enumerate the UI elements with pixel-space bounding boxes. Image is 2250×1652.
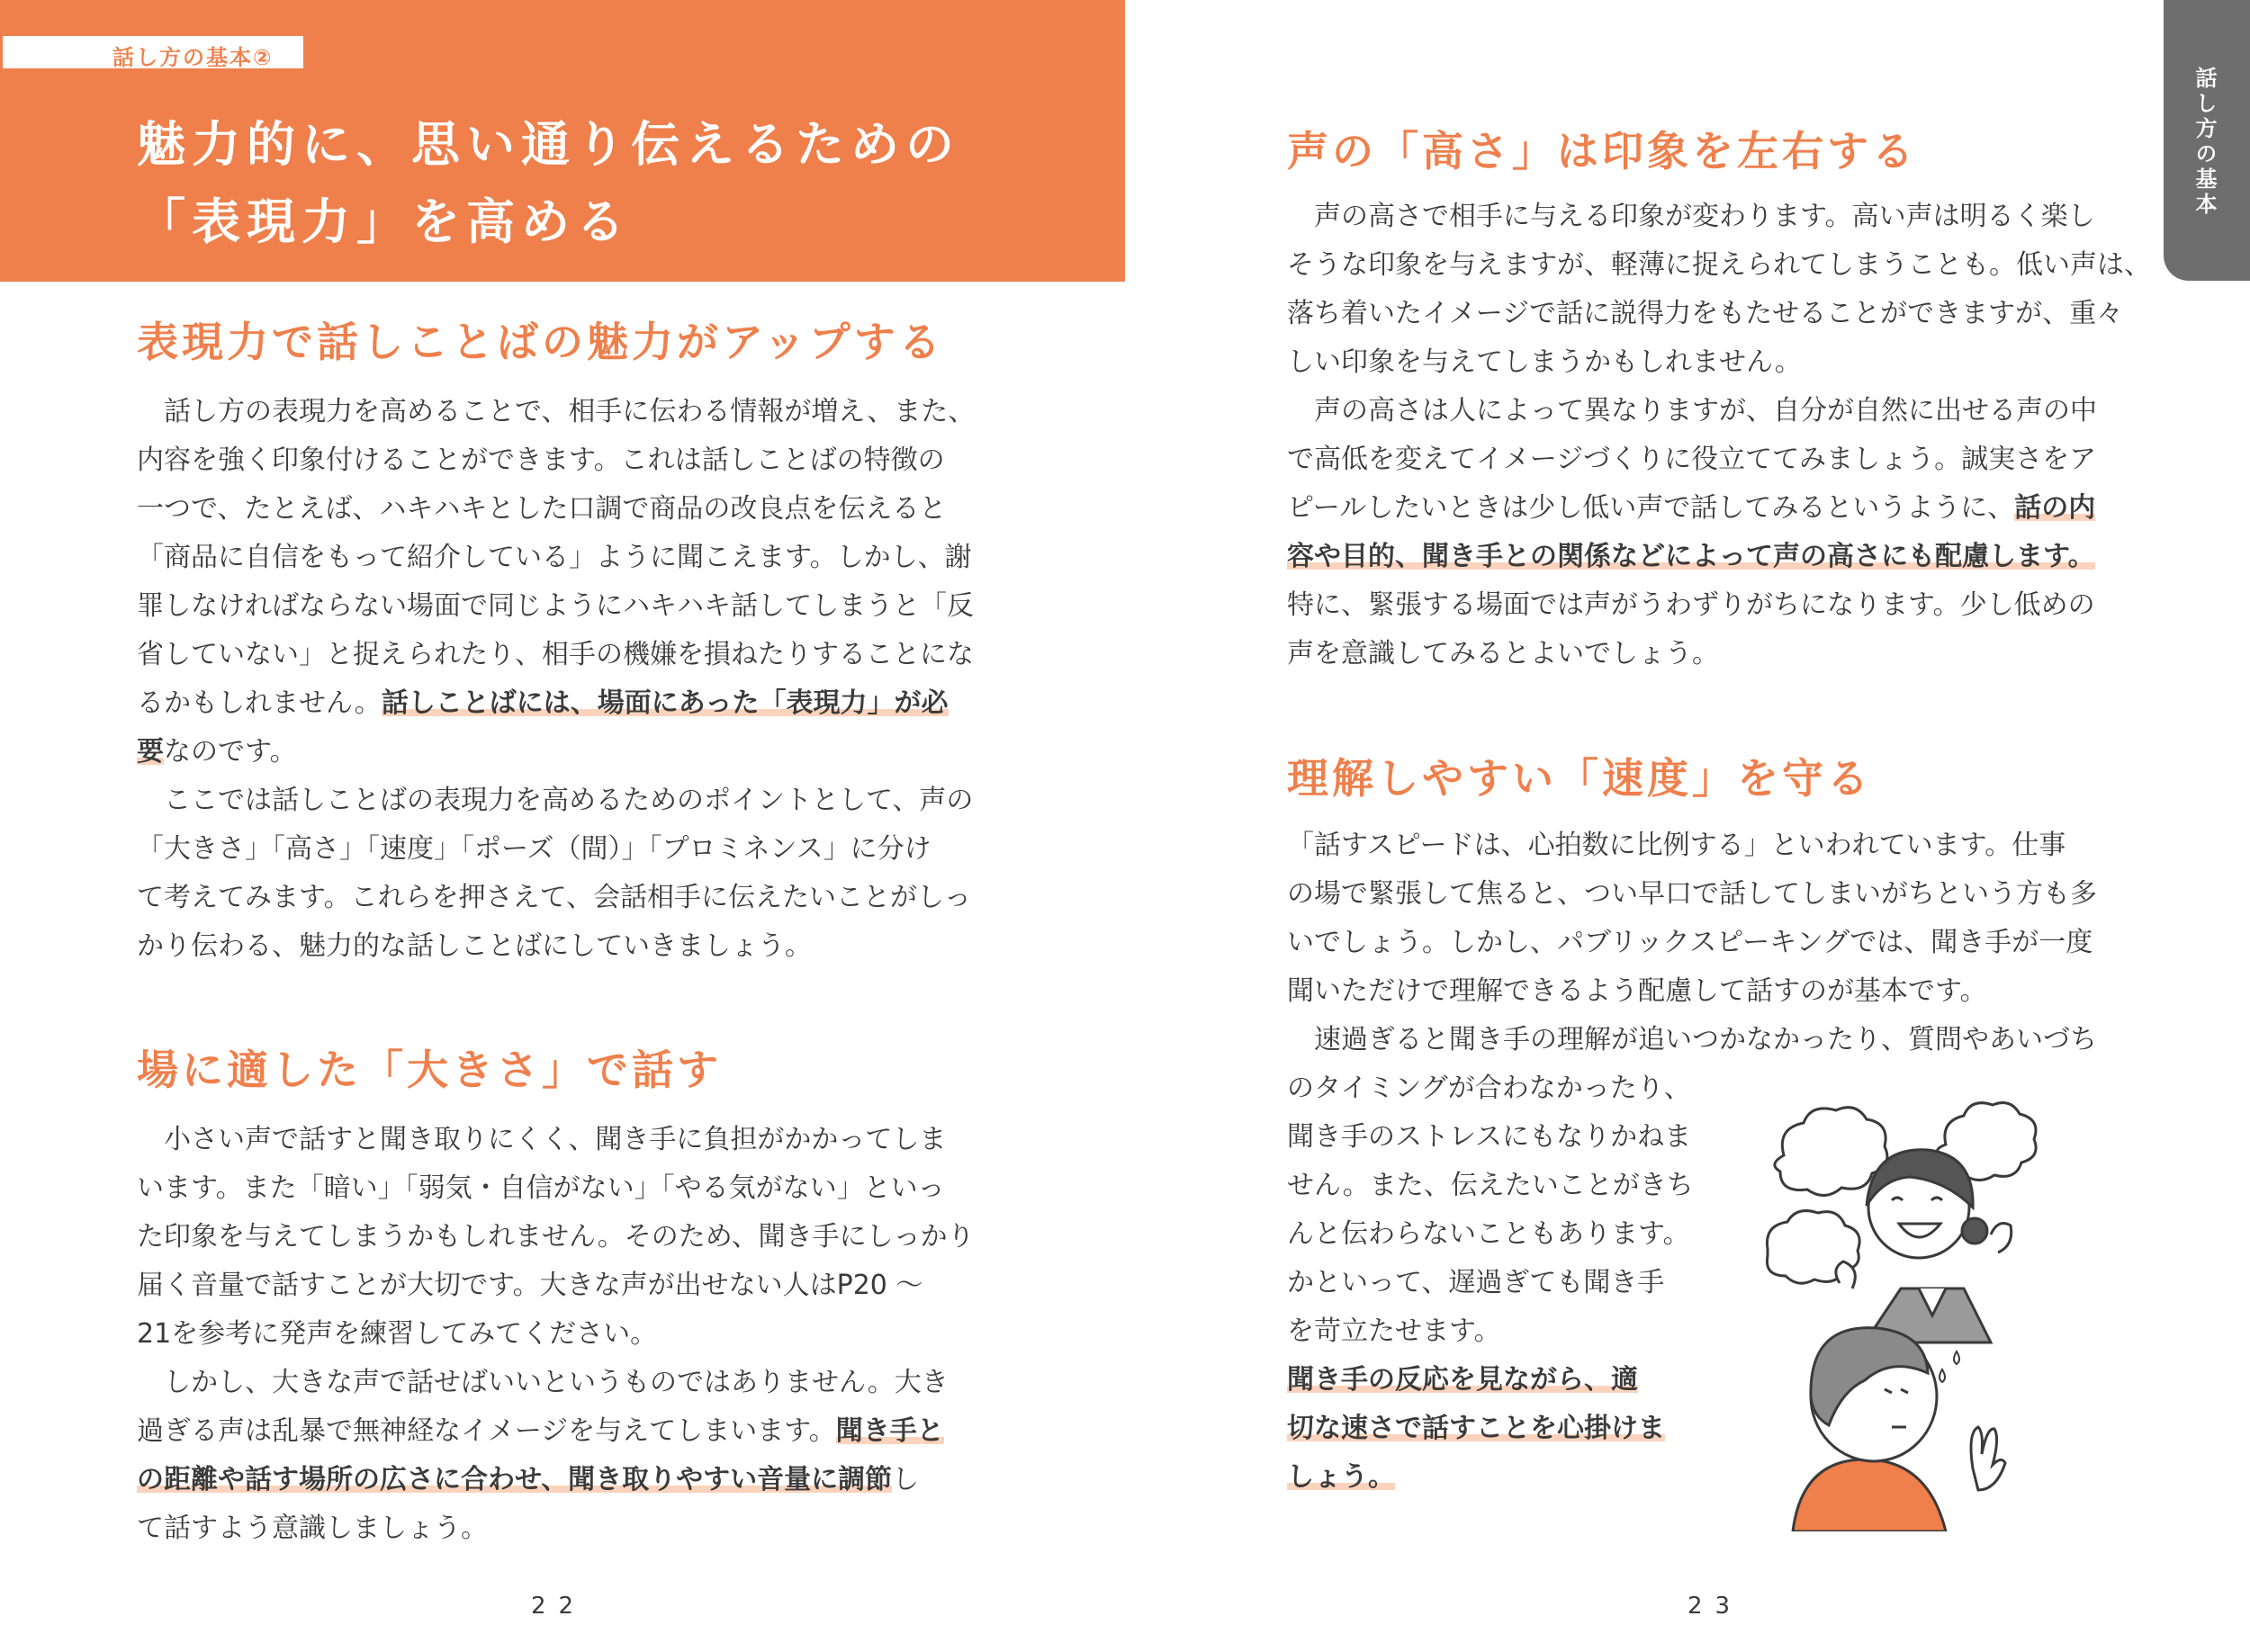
text-line: 声を意識してみるとよいでしょう。 xyxy=(1287,638,1719,669)
side-chapter-tab-label: 話し方の基本 xyxy=(2192,67,2217,218)
chapter-tag-label: 話し方の基本② xyxy=(112,45,274,70)
text-line: 一つで、たとえば、ハキハキとした口調で商品の改良点を伝えると xyxy=(137,493,947,525)
speaker-hand xyxy=(1991,1224,2012,1252)
speaker-hair-bun xyxy=(1962,1218,1987,1243)
text-line: 小さい声で話すと聞き取りにくく、聞き手に負担がかかってしま xyxy=(137,1124,947,1155)
text-line: そうな印象を与えますが、軽薄に捉えられてしまうことも。低い声は、 xyxy=(1287,249,2151,281)
sweat-drops-icon xyxy=(1940,1351,1959,1382)
section-body-volume xyxy=(137,1116,975,1553)
text-line: 声の高さは人によって異なりますが、自分が自然に出せる声の中 xyxy=(1287,395,2097,426)
text-line: のタイミングが合わなかったり、 xyxy=(1287,1073,1691,1104)
text-line: の場で緊張して焦ると、つい早口で話してしまいがちという方も多 xyxy=(1287,878,2097,910)
text-line xyxy=(137,1456,975,1504)
text-line: 罪しなければならない場面で同じようにハキハキ話してしまうと「反 xyxy=(137,590,974,622)
text-line: 届く音量で話すことが大切です。大きな声が出せない人はP20 ～ xyxy=(137,1270,923,1301)
highlighted-text: 話の内 xyxy=(2014,492,2096,524)
speaker-listener-illustration xyxy=(1766,1100,2072,1531)
page-number-left: 22 xyxy=(531,1593,587,1620)
section-heading-speed: 理解しやすい「速度」を守る xyxy=(1287,754,1872,803)
text-line: て話すよう意識しましょう。 xyxy=(137,1513,488,1544)
text-fragment: なのです。 xyxy=(164,736,297,768)
side-chapter-tab xyxy=(2164,0,2250,281)
text-line: を苛立たせます。 xyxy=(1287,1315,1501,1347)
text-line: 声の高さで相手に与える印象が変わります。高い声は明るく楽し xyxy=(1287,201,2095,232)
text-line: んと伝わらないこともあります。 xyxy=(1287,1218,1690,1250)
text-line: た印象を与えてしまうかもしれません。そのため、聞き手にしっかり xyxy=(137,1221,975,1252)
text-line: 特に、緊張する場面では声がうわずりがちになります。少し低めの xyxy=(1287,589,2095,621)
listener-body xyxy=(1793,1459,1946,1531)
text-line xyxy=(1287,533,2151,581)
text-line: 話し方の表現力を高めることで、相手に伝わる情報が増え、また、 xyxy=(137,396,976,427)
text-line: 内容を強く印象付けることができます。これは話しことばの特徴の xyxy=(137,444,945,476)
highlighted-text: 聞き手の反応を見ながら、適 xyxy=(1287,1364,1638,1396)
section-heading-expression: 表現力で話しことばの魅力がアップする xyxy=(137,318,944,366)
text-line: 「大きさ」「高さ」「速度」「ポーズ（間）」「プロミネンス」に分け xyxy=(137,833,932,865)
section-body-expression xyxy=(137,388,975,971)
page-title xyxy=(137,106,1091,261)
text-line: 聞き手のストレスにもなりかねま xyxy=(1287,1121,1692,1153)
text-line: ここでは話しことばの表現力を高めるためのポイントとして、声の xyxy=(137,785,974,816)
text-line: しい印象を与えてしまうかもしれません。 xyxy=(1287,346,1802,378)
text-fragment: 過ぎる声は乱暴で無神経なイメージを与えてしまいます。 xyxy=(137,1415,836,1447)
text-line xyxy=(1287,484,2151,533)
chapter-tag xyxy=(0,33,306,71)
text-line xyxy=(137,679,975,728)
text-line: 速過ぎると聞き手の理解が追いつかなかったり、質問やあいづち xyxy=(1287,1024,2097,1055)
section-heading-volume: 場に適した「大きさ」で話す xyxy=(137,1046,722,1094)
listener-hand xyxy=(1971,1427,2005,1490)
text-fragment: ピールしたいときは少し低い声で話してみるというように、 xyxy=(1287,492,2015,524)
highlighted-text: 容や目的、聞き手との関係などによって声の高さにも配慮します。 xyxy=(1287,541,2095,572)
text-line: 省していない」と捉えられたり、相手の機嫌を損ねたりすることにな xyxy=(137,639,974,670)
text-line: かといって、遅過ぎても聞き手 xyxy=(1287,1267,1665,1298)
section-heading-pitch: 声の「高さ」は印象を左右する xyxy=(1287,127,1917,175)
page-title-line-1: 魅力的に、思い通り伝えるための xyxy=(137,116,960,173)
text-line: います。また「暗い」「弱気・自信がない」「やる気がない」といっ xyxy=(137,1172,945,1204)
text-line: 落ち着いたイメージで話に説得力をもたせることができますが、重々 xyxy=(1287,298,2124,329)
page-number-right: 23 xyxy=(1688,1593,1743,1620)
page-title-line-2: 「表現力」を高める xyxy=(137,193,631,250)
text-line: しかし、大きな声で話せばいいというものではありません。大き xyxy=(137,1367,949,1398)
highlighted-text: しょう。 xyxy=(1287,1461,1395,1493)
text-line: 21を参考に発声を練習してみてください。 xyxy=(137,1318,658,1350)
text-line: 「話すスピードは、心拍数に比例する」といわれています。仕事 xyxy=(1287,830,2066,861)
right-page xyxy=(1125,0,2250,1652)
text-line: かり伝わる、魅力的な話しことばにしていきましょう。 xyxy=(137,930,812,962)
text-line: て考えてみます。これらを押さえて、会話相手に伝えたいことがしっ xyxy=(137,882,971,913)
text-line xyxy=(137,728,975,777)
highlighted-text: 切な速さで話すことを心掛けま xyxy=(1287,1413,1665,1444)
text-line: いでしょう。しかし、パブリックスピーキングでは、聞き手が一度 xyxy=(1287,927,2093,958)
text-line xyxy=(137,1407,975,1456)
text-fragment: し xyxy=(892,1464,920,1495)
text-line: 「商品に自信をもって紹介している」ように聞こえます。しかし、謝 xyxy=(137,542,972,573)
text-line: で高低を変えてイメージづくりに役立ててみましょう。誠実さをア xyxy=(1287,444,2097,475)
text-line: せん。また、伝えたいことがきち xyxy=(1287,1170,1694,1201)
text-fragment: るかもしれません。 xyxy=(137,687,382,719)
highlighted-text: 話しことばには、場面にあった「表現力」が必 xyxy=(381,687,949,719)
text-line: 聞いただけで理解できるよう配慮して話すのが基本です。 xyxy=(1287,975,1987,1007)
highlighted-text: 聞き手と xyxy=(835,1415,944,1447)
section-body-pitch xyxy=(1287,193,2151,678)
highlighted-text: 要 xyxy=(137,736,164,768)
highlighted-text: の距離や話す場所の広さに合わせ、聞き取りやすい音量に調節 xyxy=(137,1464,893,1495)
